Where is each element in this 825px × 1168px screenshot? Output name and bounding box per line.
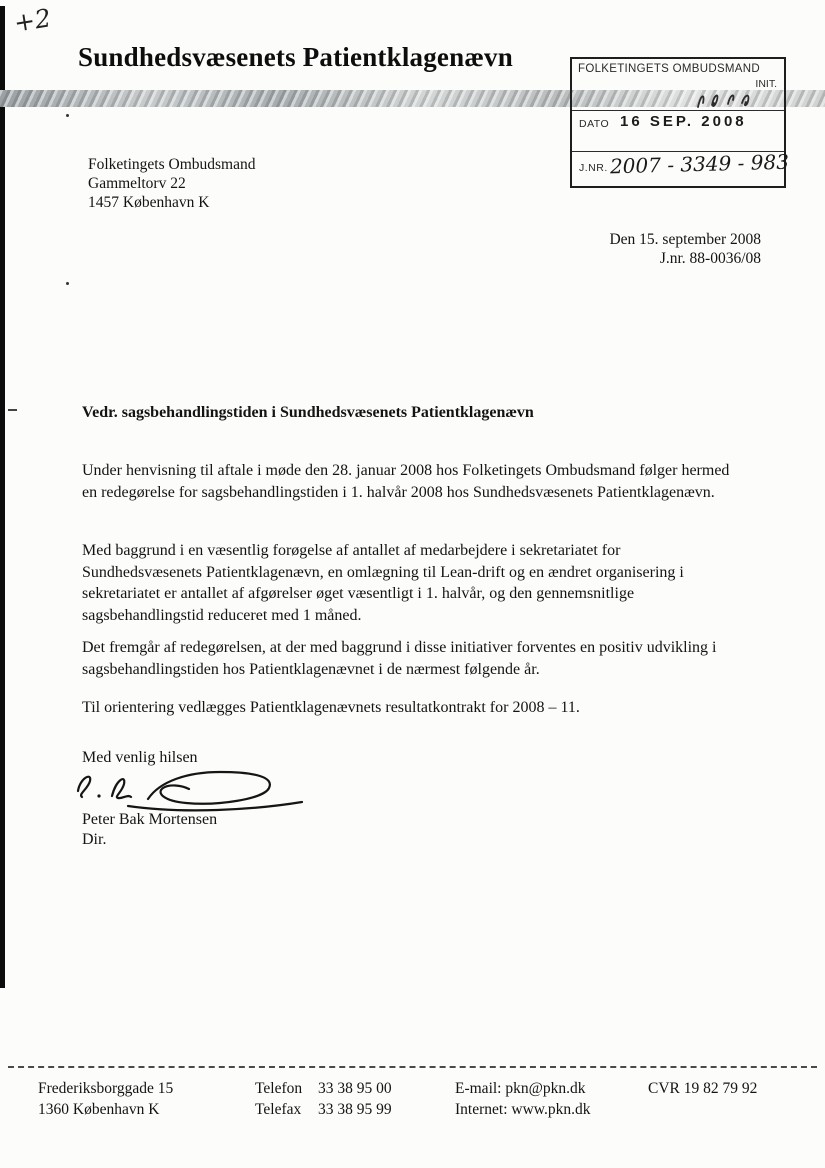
recipient-line: Gammeltorv 22 xyxy=(88,175,186,192)
footer-internet: Internet: www.pkn.dk xyxy=(455,1101,591,1118)
stamp-jnr-handwritten-value: 2007 - 3349 - 983 xyxy=(609,149,790,179)
subject-line: Vedr. sagsbehandlingstiden i Sundhedsvæsenets Patientklagenævn xyxy=(82,404,534,421)
footer-divider xyxy=(8,1066,817,1068)
footer-telefax-label: Telefax xyxy=(255,1101,302,1118)
scan-edge-line xyxy=(0,6,5,988)
stamp-jnr-label: J.NR. xyxy=(579,162,608,174)
footer-telefon-value: 33 38 95 00 xyxy=(318,1080,392,1097)
recipient-line: Folketingets Ombudsmand xyxy=(88,156,256,173)
signer-title: Dir. xyxy=(82,831,107,848)
stamp-divider xyxy=(572,110,784,111)
letter-date: Den 15. september 2008 xyxy=(609,231,761,248)
signer-name: Peter Bak Mortensen xyxy=(82,811,218,828)
letterhead-title: Sundhedsvæsenets Patientklagenævn xyxy=(78,42,513,72)
recipient-line: 1457 København K xyxy=(88,194,210,211)
footer-address-line: Frederiksborggade 15 xyxy=(38,1080,174,1097)
body-paragraph: Til orientering vedlægges Patientklagenævnets resultatkontrakt for 2008 – 11. xyxy=(82,699,580,716)
signature-handwriting-icon xyxy=(68,761,306,817)
footer-online-block xyxy=(455,1078,590,1120)
stamp-dato-value: 16 SEP. 2008 xyxy=(620,113,747,130)
footer-cvr: CVR 19 82 79 92 xyxy=(648,1080,758,1097)
footer-address-block xyxy=(38,1078,173,1120)
footer-phone-block xyxy=(255,1078,392,1120)
footer-address-line: 1360 København K xyxy=(38,1101,160,1118)
scan-artifact-dot xyxy=(66,282,69,285)
closing-salutation: Med venlig hilsen xyxy=(82,749,198,766)
stamp-org-name: FOLKETINGETS OMBUDSMAND xyxy=(578,63,760,75)
dateline-block xyxy=(609,230,761,268)
scan-artifact-dot xyxy=(66,114,69,117)
body-paragraph: Med baggrund i en væsentlig forøgelse af antallet af medarbejdere i sekretariatet for Sundhedsvæsenets Patientklagenævn, en omlægning til Lean-drift og en ændret organisering i sekretariatet er antallet af afgørelser øget væsentligt i 1. halvår, og den gennemsnitlige sagsbehandlingstid reduceret med 1 måned. xyxy=(82,542,684,624)
footer-email: E-mail: pkn@pkn.dk xyxy=(455,1080,586,1097)
recipient-address-block xyxy=(88,155,255,212)
stamp-dato-label: DATO xyxy=(579,118,610,130)
ombudsman-journal-stamp xyxy=(570,57,790,188)
body-paragraph: Under henvisning til aftale i møde den 28. januar 2008 hos Folketingets Ombudsmand følger hermed en redegørelse for sagsbehandlingstiden i 1. halvår 2008 hos Sundhedsvæsenets Patientklagenævn. xyxy=(82,462,730,501)
scan-artifact-dash xyxy=(8,409,17,411)
footer-telefax-value: 33 38 95 99 xyxy=(318,1101,392,1118)
body-paragraph: Det fremgår af redegørelsen, at der med baggrund i disse initiativer forventes en positiv udvikling i sagsbehandlingstiden hos Patientklagenævnet i de nærmest følgende år. xyxy=(82,639,717,678)
handwritten-corner-mark: +2 xyxy=(11,3,53,38)
footer-telefon-label: Telefon xyxy=(255,1080,303,1097)
letter-journal-number: J.nr. 88-0036/08 xyxy=(659,250,761,267)
stamp-init-label: INIT. xyxy=(755,78,777,90)
